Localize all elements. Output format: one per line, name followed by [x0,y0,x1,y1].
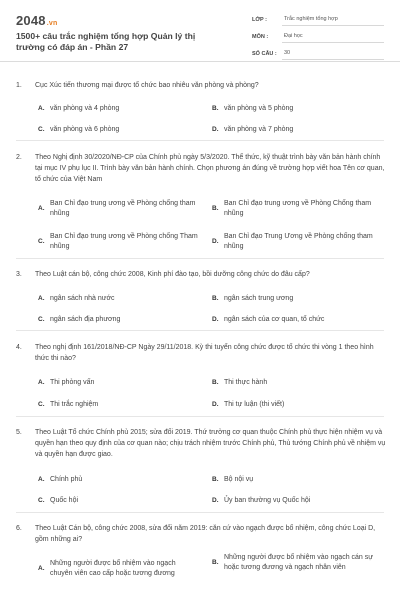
option-letter: D. [212,126,219,133]
question-text: Theo Nghị định 30/2020/NĐ-CP của Chính phủ ngày 5/3/2020. Thể thức, kỹ thuật trình bày văn bản hành chính tại mục IV phụ lục II. Trình bày văn bản hành chính. Chọn phương án đúng về trường hợp viết hoa Tên cơ quan, tổ chức của Việt Nam [35,154,385,183]
option-c[interactable] [38,232,200,252]
question-divider [16,512,384,513]
option-letter: A. [38,379,45,386]
option-letter: B. [212,476,219,483]
option-letter: C. [38,497,45,504]
option-d[interactable] [212,232,374,252]
option-text: Những người được bổ nhiệm vào ngạch cán sự hoặc tương đương và ngạch nhân viên [224,554,373,571]
question-number: 6. [16,525,22,532]
option-text: Những người được bổ nhiệm vào ngạch chuyên viên cao cấp hoặc tương đương [50,560,176,577]
option-text: Thi trắc nghiệm [50,401,99,408]
option-letter: A. [38,295,45,302]
option-letter: B. [212,559,219,566]
option-text: ngân sách của cơ quan, tổ chức [224,316,325,323]
option-b[interactable] [212,475,374,485]
question-divider [16,330,384,331]
option-d[interactable] [212,315,374,325]
option-letter: B. [212,295,219,302]
option-letter: A. [38,476,45,483]
option-text: Chính phủ [50,476,83,483]
question-divider [16,140,384,141]
option-d[interactable] [212,496,374,506]
option-b[interactable] [212,104,374,114]
question-text: Theo nghị định 161/2018/NĐ-CP Ngày 29/11/2018. Kỳ thi tuyển công chức được tổ chức thi vòng 1 theo hình thức thi nào? [35,344,374,362]
logo-suffix: .vn [46,20,58,27]
question-divider [16,416,384,417]
question-number: 5. [16,429,22,436]
option-text: Ban Chỉ đạo trung ương về Phòng Chống tham nhũng [224,200,372,217]
question-stem [16,80,388,91]
meta-row-class [252,12,384,27]
option-letter: A. [38,105,45,112]
question-stem [16,427,388,460]
site-logo[interactable] [16,13,57,28]
question-divider [16,258,384,259]
question-text: Cục Xúc tiến thương mại được tổ chức bao nhiêu văn phòng và phòng? [35,82,259,89]
meta-value: Đại học [282,31,384,43]
option-c[interactable] [38,125,200,135]
option-a[interactable] [38,294,200,304]
option-b[interactable] [212,378,374,388]
option-letter: B. [212,205,219,212]
option-letter: B. [212,105,219,112]
option-text: Ban Chỉ đạo trung ương về Phòng chống tham nhũng [50,200,196,217]
option-text: Thi phỏng vấn [50,379,95,386]
option-c[interactable] [38,400,200,410]
option-letter: C. [38,238,45,245]
option-a[interactable] [38,559,200,579]
question-number: 3. [16,271,22,278]
question-stem [16,342,388,364]
option-b[interactable] [212,553,374,573]
option-text: Ban Chỉ đạo Trung Ương về Phòng chống tham nhũng [224,233,373,250]
logo-text: 2048 [16,13,46,28]
meta-label: LỚP : [252,16,267,23]
option-a[interactable] [38,199,200,219]
option-letter: C. [38,401,45,408]
meta-label: MÔN : [252,33,269,40]
page-title: 1500+ câu trắc nghiệm tổng hợp Quản lý thị trường có đáp án - Phần 27 [16,31,196,52]
option-text: văn phòng và 5 phòng [224,105,294,112]
question-text: Theo Luật Tổ chức Chính phủ 2015; sửa đổi 2019. Thứ trưởng cơ quan thuộc Chính phủ thực hiện nhiệm vụ và quyền hạn theo quy định của cơ quan nào; chịu trách nhiệm trước Chính phủ, Thủ tướng Chính phủ về nhiệm vụ và quyền hạn được giao. [35,429,386,458]
option-text: Quốc hội [50,497,79,504]
meta-value: Trắc nghiệm tổng hợp [282,14,384,26]
option-c[interactable] [38,496,200,506]
option-text: ngân sách nhà nước [50,295,115,302]
question-stem [16,152,388,185]
question-stem [16,269,388,280]
option-text: văn phòng và 7 phòng [224,126,294,133]
option-a[interactable] [38,475,200,485]
option-letter: D. [212,497,219,504]
option-text: ngân sách trung ương [224,295,294,302]
option-letter: C. [38,316,45,323]
meta-row-count [252,46,384,61]
question-text: Theo Luật Cán bộ, công chức 2008, sửa đổi năm 2019: căn cứ vào ngạch được bổ nhiệm, công chức Loại D, gồm những ai? [35,525,376,543]
question-number: 2. [16,154,22,161]
meta-value: 30 [282,48,384,60]
meta-label: SỐ CÂU : [252,50,277,57]
option-text: văn phòng và 4 phòng [50,105,120,112]
option-c[interactable] [38,315,200,325]
option-text: Bộ nội vụ [224,476,254,483]
question-number: 1. [16,82,22,89]
option-b[interactable] [212,199,374,219]
option-letter: D. [212,316,219,323]
option-letter: D. [212,238,219,245]
document-header [0,0,400,62]
option-d[interactable] [212,400,374,410]
option-b[interactable] [212,294,374,304]
option-text: ngân sách địa phương [50,316,121,323]
option-d[interactable] [212,125,374,135]
option-letter: A. [38,565,45,572]
question-stem [16,523,388,545]
option-a[interactable] [38,378,200,388]
question-text: Theo Luật cán bộ, công chức 2008, Kinh phí đào tạo, bồi dưỡng công chức do đâu cấp? [35,271,310,278]
option-text: Thi tự luận (thi viết) [224,401,285,408]
option-letter: A. [38,205,45,212]
option-text: Thi thực hành [224,379,268,386]
document-meta [252,12,384,63]
option-text: Ban Chỉ đạo trung ương về Phòng chống Tham nhũng [50,233,198,250]
option-a[interactable] [38,104,200,114]
option-letter: C. [38,126,45,133]
meta-row-subject [252,29,384,44]
question-number: 4. [16,344,22,351]
option-text: văn phòng và 6 phòng [50,126,120,133]
option-letter: B. [212,379,219,386]
option-letter: D. [212,401,219,408]
option-text: Ủy ban thường vụ Quốc hội [224,497,311,504]
